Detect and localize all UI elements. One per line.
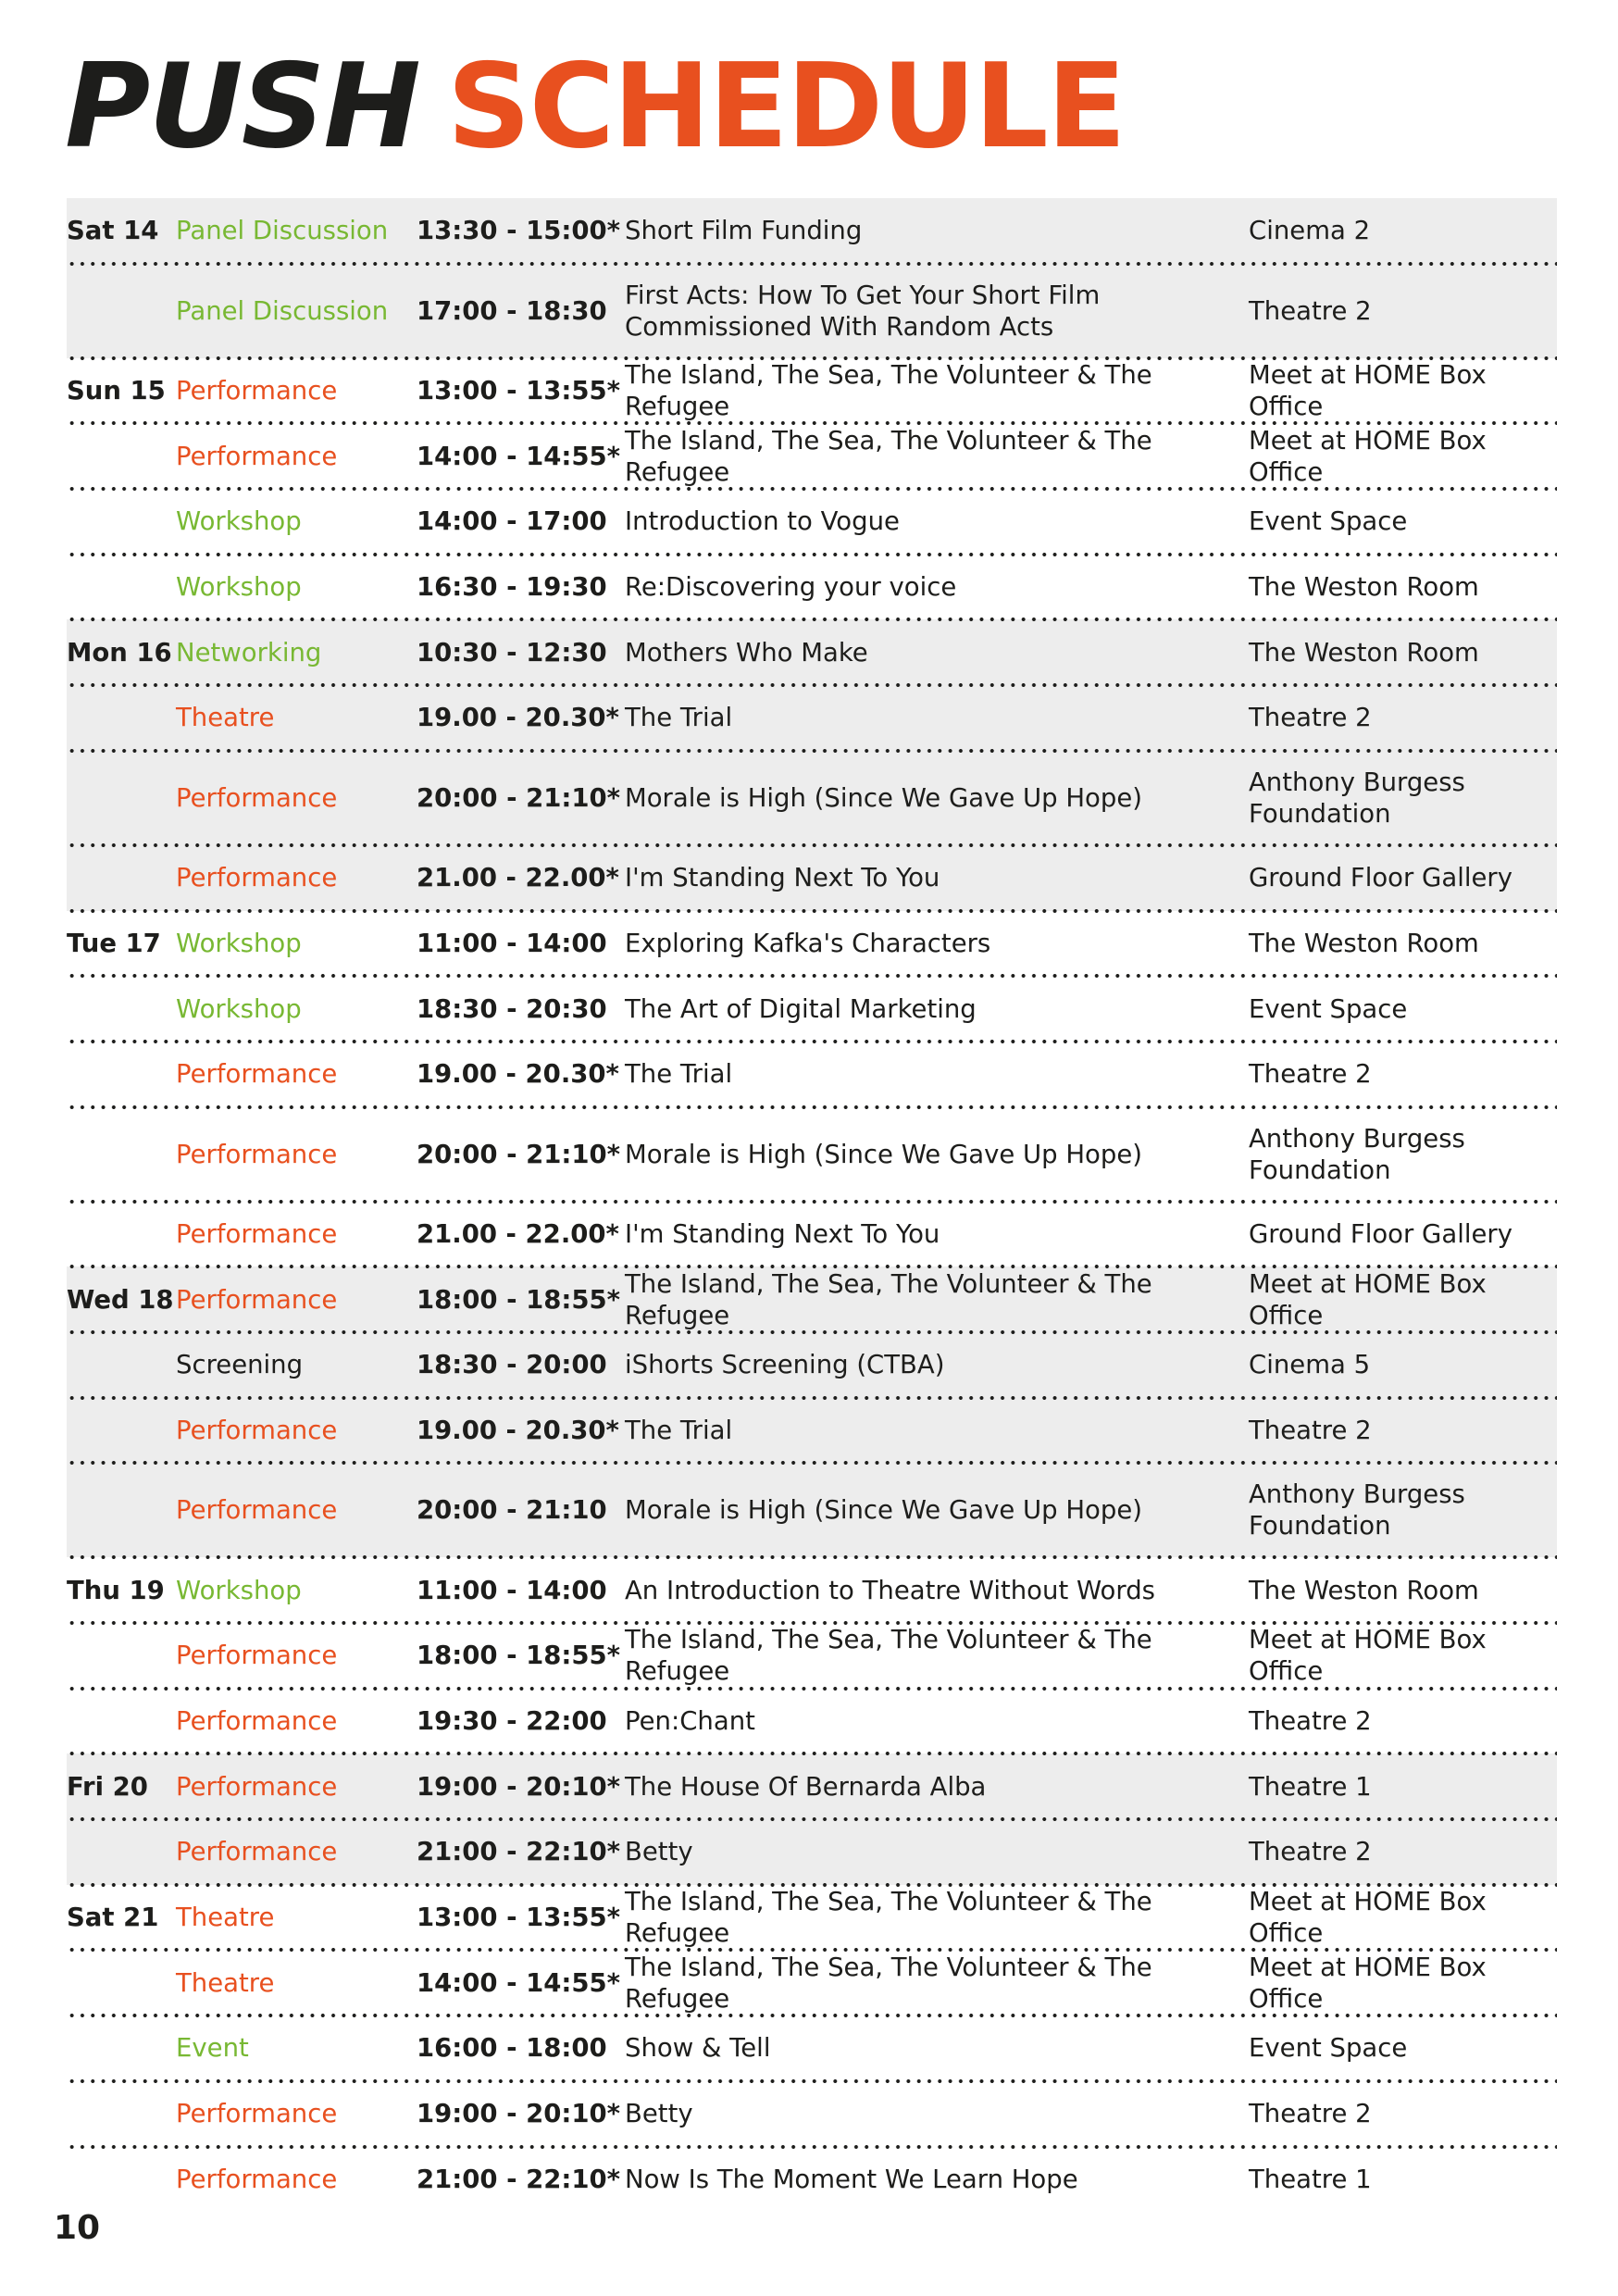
time-cell: 20:00 - 21:10	[417, 1495, 607, 1526]
venue-cell: Theatre 2	[1249, 703, 1372, 733]
event-cell: I'm Standing Next To You	[625, 863, 940, 893]
time-cell: 21:00 - 22:10*	[417, 1837, 621, 1867]
event-cell: Betty	[625, 2099, 693, 2129]
time-cell: 21.00 - 22.00*	[417, 1218, 619, 1249]
time-cell: 18:30 - 20:00	[417, 1350, 607, 1380]
event-cell: The Trial	[625, 703, 733, 733]
venue-cell: Theatre 1	[1249, 2164, 1372, 2194]
category-cell: Panel Discussion	[176, 295, 389, 326]
schedule-row	[67, 1950, 1557, 2015]
category-cell: Performance	[176, 1059, 338, 1090]
venue-cell: Theatre 2	[1249, 295, 1372, 326]
category-cell: Performance	[176, 1284, 338, 1315]
schedule-row	[67, 1332, 1557, 1398]
venue-cell: Meet at HOME Box Office	[1249, 1952, 1487, 2014]
time-cell: 14:00 - 14:55*	[417, 1967, 621, 1998]
schedule-row	[67, 423, 1557, 489]
category-cell: Theatre	[176, 703, 275, 733]
venue-cell: Meet at HOME Box Office	[1249, 360, 1487, 422]
day-cell: Tue 17	[67, 928, 161, 958]
category-cell: Performance	[176, 1771, 338, 1802]
event-cell: I'm Standing Next To You	[625, 1218, 940, 1249]
venue-cell: Theatre 2	[1249, 1059, 1372, 1090]
schedule-row	[67, 685, 1557, 751]
schedule-row	[67, 1202, 1557, 1267]
day-cell: Sat 21	[67, 1903, 159, 1933]
venue-cell: Event Space	[1249, 2033, 1408, 2064]
schedule-row	[67, 358, 1557, 424]
category-cell: Performance	[176, 1641, 338, 1671]
time-cell: 17:00 - 18:30	[417, 295, 607, 326]
event-cell: The Island, The Sea, The Volunteer & The Refugee	[625, 1887, 1152, 1949]
category-cell: Performance	[176, 2164, 338, 2194]
event-cell: Betty	[625, 1837, 693, 1867]
time-cell: 16:00 - 18:00	[417, 2033, 607, 2064]
schedule-row	[67, 1753, 1557, 1819]
title-word-push: PUSH	[65, 38, 419, 174]
venue-cell: Anthony Burgess Foundation	[1249, 1479, 1465, 1541]
category-cell: Workshop	[176, 928, 302, 958]
schedule-row	[67, 1557, 1557, 1623]
venue-cell: Anthony Burgess Foundation	[1249, 767, 1465, 829]
category-cell: Performance	[176, 782, 338, 813]
venue-cell: Cinema 5	[1249, 1350, 1371, 1380]
category-cell: Performance	[176, 1139, 338, 1169]
time-cell: 18:00 - 18:55*	[417, 1641, 621, 1671]
event-cell: Show & Tell	[625, 2033, 771, 2064]
event-cell: Now Is The Moment We Learn Hope	[625, 2164, 1078, 2194]
schedule-row	[67, 619, 1557, 685]
time-cell: 20:00 - 21:10*	[417, 1139, 621, 1169]
day-cell: Mon 16	[67, 637, 172, 668]
time-cell: 14:00 - 17:00	[417, 506, 607, 537]
event-cell: Introduction to Vogue	[625, 506, 900, 537]
venue-cell: Meet at HOME Box Office	[1249, 1887, 1487, 1949]
venue-cell: Theatre 2	[1249, 1415, 1372, 1445]
event-cell: Pen:Chant	[625, 1706, 755, 1737]
event-cell: Morale is High (Since We Gave Up Hope)	[625, 1139, 1142, 1169]
event-cell: The Trial	[625, 1059, 733, 1090]
page-number: 10	[54, 2209, 101, 2247]
schedule-row	[67, 1267, 1557, 1332]
schedule-row	[67, 1398, 1557, 1464]
category-cell: Theatre	[176, 1903, 275, 1933]
time-cell: 13:00 - 13:55*	[417, 1903, 621, 1933]
venue-cell: The Weston Room	[1249, 572, 1479, 603]
day-cell: Thu 19	[67, 1575, 165, 1605]
venue-cell: The Weston Room	[1249, 637, 1479, 668]
schedule-row	[67, 2147, 1557, 2213]
schedule-row	[67, 1885, 1557, 1951]
venue-cell: Ground Floor Gallery	[1249, 1218, 1512, 1249]
schedule-row	[67, 845, 1557, 911]
event-cell: Re:Discovering your voice	[625, 572, 957, 603]
category-cell: Workshop	[176, 993, 302, 1024]
time-cell: 19.00 - 20.30*	[417, 1415, 619, 1445]
schedule-row	[67, 555, 1557, 620]
time-cell: 21:00 - 22:10*	[417, 2164, 621, 2194]
category-cell: Performance	[176, 2099, 338, 2129]
event-cell: Exploring Kafka's Characters	[625, 928, 991, 958]
category-cell: Workshop	[176, 1575, 302, 1605]
page-title	[65, 38, 1125, 174]
event-cell: The Trial	[625, 1415, 733, 1445]
schedule-row	[67, 911, 1557, 977]
venue-cell: Theatre 2	[1249, 1706, 1372, 1737]
event-cell: The Island, The Sea, The Volunteer & The Refugee	[625, 1268, 1152, 1330]
venue-cell: Theatre 2	[1249, 2099, 1372, 2129]
venue-cell: Ground Floor Gallery	[1249, 863, 1512, 893]
event-cell: First Acts: How To Get Your Short Film Commissioned With Random Acts	[625, 280, 1101, 342]
title-word-schedule: SCHEDULE	[446, 38, 1125, 174]
venue-cell: Anthony Burgess Foundation	[1249, 1123, 1465, 1185]
time-cell: 19:00 - 20:10*	[417, 2099, 621, 2129]
venue-cell: Meet at HOME Box Office	[1249, 1268, 1487, 1330]
time-cell: 11:00 - 14:00	[417, 1575, 607, 1605]
time-cell: 10:30 - 12:30	[417, 637, 607, 668]
venue-cell: Cinema 2	[1249, 216, 1371, 246]
schedule-row	[67, 1463, 1557, 1557]
category-cell: Performance	[176, 863, 338, 893]
time-cell: 19.00 - 20.30*	[417, 1059, 619, 1090]
schedule-row	[67, 1042, 1557, 1107]
venue-cell: Meet at HOME Box Office	[1249, 425, 1487, 487]
event-cell: The Island, The Sea, The Volunteer & The Refugee	[625, 1952, 1152, 2014]
schedule-row	[67, 1819, 1557, 1885]
schedule-row	[67, 198, 1557, 264]
event-cell: The Island, The Sea, The Volunteer & The Refugee	[625, 360, 1152, 422]
event-cell: An Introduction to Theatre Without Words	[625, 1575, 1155, 1605]
category-cell: Workshop	[176, 506, 302, 537]
event-cell: The Art of Digital Marketing	[625, 993, 977, 1024]
day-cell: Sat 14	[67, 216, 159, 246]
event-cell: Mothers Who Make	[625, 637, 868, 668]
time-cell: 18:00 - 18:55*	[417, 1284, 621, 1315]
category-cell: Performance	[176, 1706, 338, 1737]
time-cell: 16:30 - 19:30	[417, 572, 607, 603]
event-cell: Morale is High (Since We Gave Up Hope)	[625, 1495, 1142, 1526]
event-cell: Short Film Funding	[625, 216, 863, 246]
day-cell: Fri 20	[67, 1771, 148, 1802]
category-cell: Performance	[176, 1495, 338, 1526]
schedule-row	[67, 976, 1557, 1042]
venue-cell: Meet at HOME Box Office	[1249, 1625, 1487, 1687]
category-cell: Performance	[176, 441, 338, 471]
schedule-row	[67, 2081, 1557, 2147]
time-cell: 18:30 - 20:30	[417, 993, 607, 1024]
time-cell: 13:00 - 13:55*	[417, 376, 621, 406]
category-cell: Event	[176, 2033, 249, 2064]
schedule-row	[67, 1689, 1557, 1754]
event-cell: The Island, The Sea, The Volunteer & The Refugee	[625, 1625, 1152, 1687]
event-cell: Morale is High (Since We Gave Up Hope)	[625, 782, 1142, 813]
category-cell: Performance	[176, 1837, 338, 1867]
schedule-table	[67, 198, 1557, 2212]
time-cell: 19:30 - 22:00	[417, 1706, 607, 1737]
venue-cell: The Weston Room	[1249, 928, 1479, 958]
day-cell: Sun 15	[67, 376, 166, 406]
venue-cell: The Weston Room	[1249, 1575, 1479, 1605]
schedule-row	[67, 489, 1557, 555]
time-cell: 13:30 - 15:00*	[417, 216, 621, 246]
category-cell: Performance	[176, 1218, 338, 1249]
time-cell: 11:00 - 14:00	[417, 928, 607, 958]
category-cell: Screening	[176, 1350, 304, 1380]
venue-cell: Theatre 1	[1249, 1771, 1372, 1802]
category-cell: Performance	[176, 1415, 338, 1445]
schedule-row	[67, 751, 1557, 845]
category-cell: Networking	[176, 637, 322, 668]
category-cell: Panel Discussion	[176, 216, 389, 246]
event-cell: iShorts Screening (CTBA)	[625, 1350, 945, 1380]
venue-cell: Theatre 2	[1249, 1837, 1372, 1867]
category-cell: Theatre	[176, 1967, 275, 1998]
schedule-row	[67, 2015, 1557, 2081]
venue-cell: Event Space	[1249, 993, 1408, 1024]
event-cell: The Island, The Sea, The Volunteer & The Refugee	[625, 425, 1152, 487]
category-cell: Performance	[176, 376, 338, 406]
time-cell: 14:00 - 14:55*	[417, 441, 621, 471]
schedule-row	[67, 1623, 1557, 1689]
time-cell: 20:00 - 21:10*	[417, 782, 621, 813]
schedule-row	[67, 1107, 1557, 1202]
day-cell: Wed 18	[67, 1284, 174, 1315]
time-cell: 21.00 - 22.00*	[417, 863, 619, 893]
venue-cell: Event Space	[1249, 506, 1408, 537]
schedule-row	[67, 264, 1557, 358]
category-cell: Workshop	[176, 572, 302, 603]
time-cell: 19:00 - 20:10*	[417, 1771, 621, 1802]
event-cell: The House Of Bernarda Alba	[625, 1771, 987, 1802]
time-cell: 19.00 - 20.30*	[417, 703, 619, 733]
